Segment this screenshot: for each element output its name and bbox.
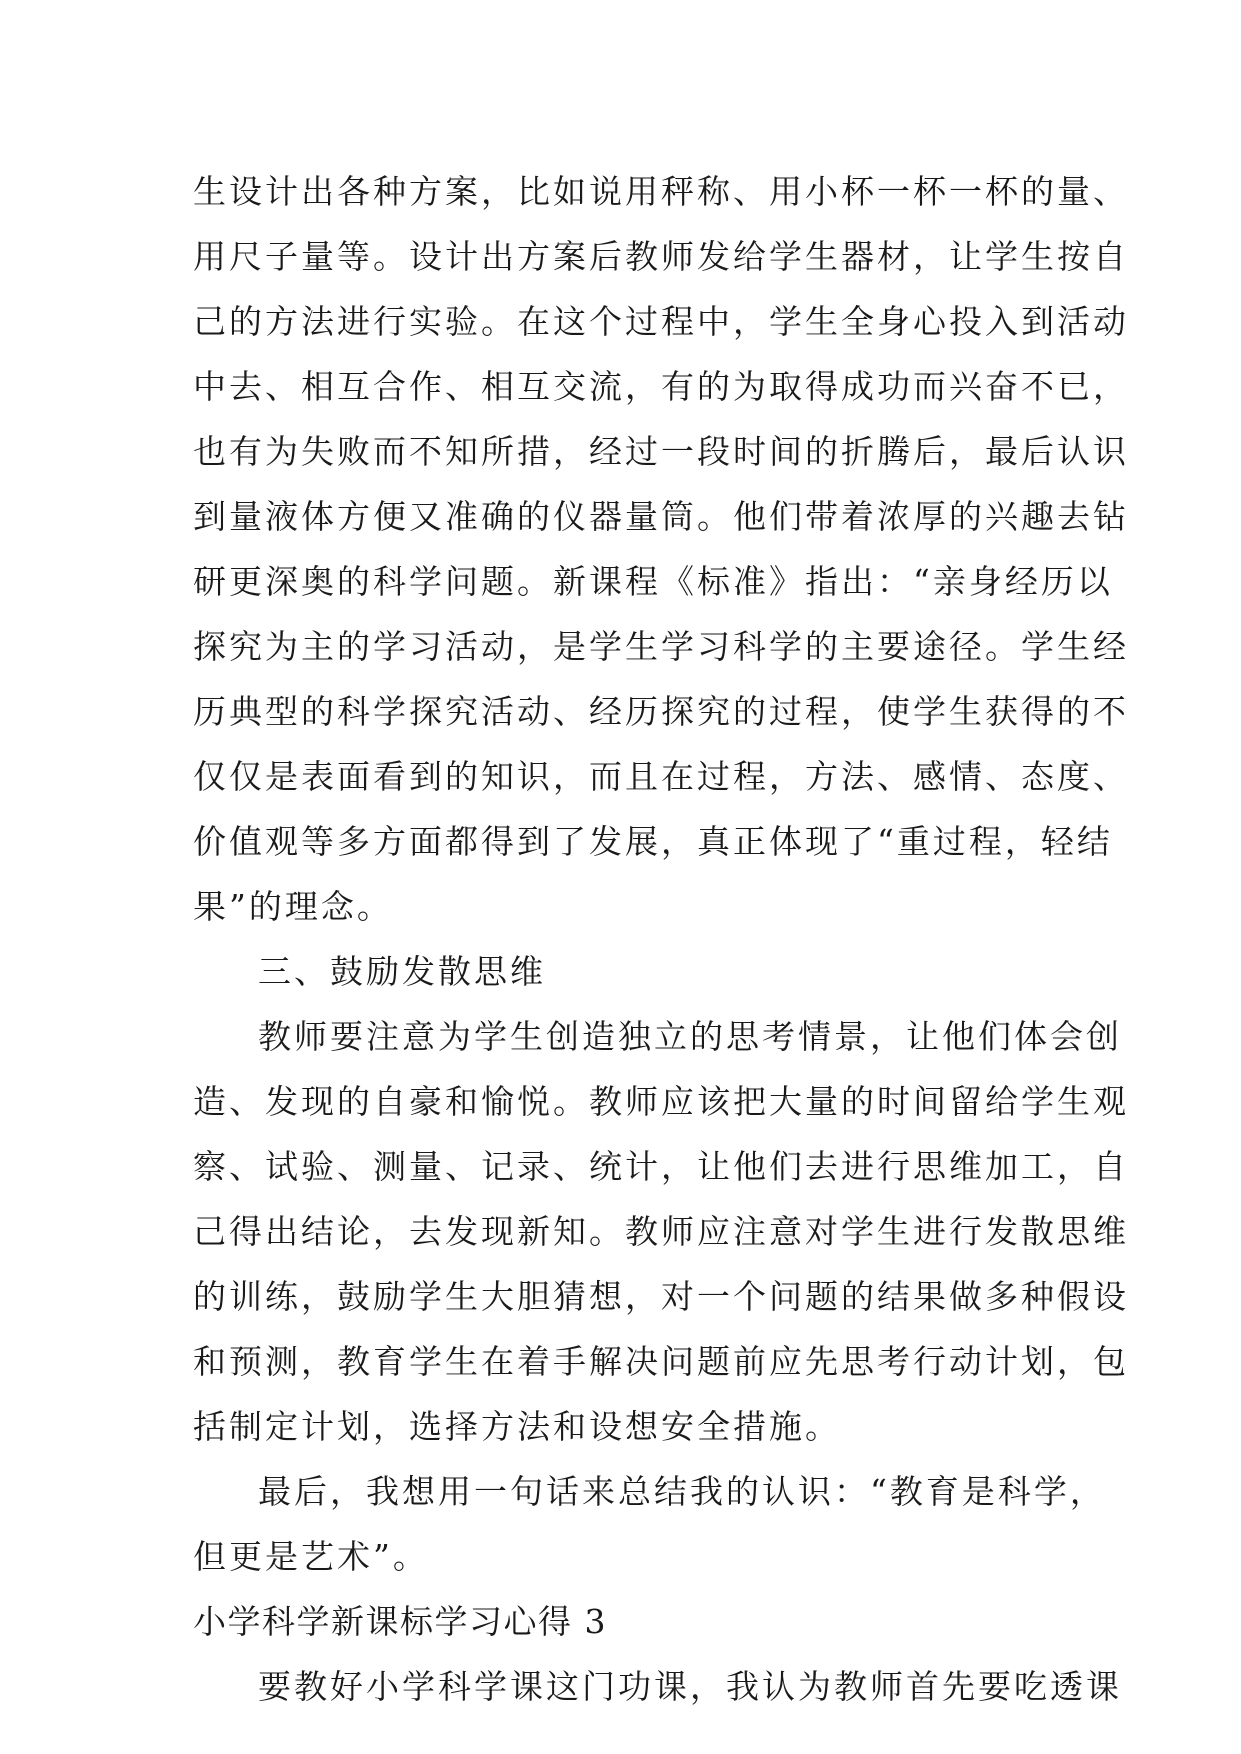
body-text-line: 但更是艺术”。	[193, 1537, 429, 1576]
body-text-line: 也有为失败而不知所措，经过一段时间的折腾后，最后认识	[193, 432, 1129, 471]
section-heading: 三、鼓励发散思维	[258, 952, 546, 991]
body-text-line: 历典型的科学探究活动、经历探究的过程，使学生获得的不	[193, 692, 1129, 731]
body-text-line: 己的方法进行实验。在这个过程中，学生全身心投入到活动	[193, 302, 1129, 341]
body-text-line: 生设计出各种方案，比如说用秤称、用小杯一杯一杯的量、	[193, 172, 1129, 211]
body-text-line: 果”的理念。	[193, 887, 393, 926]
body-text-line: 最后，我想用一句话来总结我的认识：“教育是科学，	[258, 1472, 1106, 1511]
body-text-line: 中去、相互合作、相互交流，有的为取得成功而兴奋不已，	[193, 367, 1129, 406]
body-text-line: 己得出结论，去发现新知。教师应注意对学生进行发散思维	[193, 1212, 1129, 1251]
body-text-line: 和预测，教育学生在着手解决问题前应先思考行动计划，包	[193, 1342, 1129, 1381]
body-text-line: 造、发现的自豪和愉悦。教师应该把大量的时间留给学生观	[193, 1082, 1129, 1121]
body-text-line: 括制定计划，选择方法和设想安全措施。	[193, 1407, 841, 1446]
body-text-line: 教师要注意为学生创造独立的思考情景，让他们体会创	[258, 1017, 1122, 1056]
body-text-line: 要教好小学科学课这门功课，我认为教师首先要吃透课	[258, 1667, 1122, 1706]
body-text-line: 探究为主的学习活动，是学生学习科学的主要途径。学生经	[193, 627, 1129, 666]
body-text-line: 到量液体方便又准确的仪器量筒。他们带着浓厚的兴趣去钻	[193, 497, 1129, 536]
body-text-line: 价值观等多方面都得到了发展，真正体现了“重过程，轻结	[193, 822, 1113, 861]
article-title: 小学科学新课标学习心得 3	[193, 1602, 607, 1641]
body-text-line: 研更深奥的科学问题。新课程《标准》指出：“亲身经历以	[193, 562, 1113, 601]
body-text-line: 用尺子量等。设计出方案后教师发给学生器材，让学生按自	[193, 237, 1129, 276]
body-text-line: 察、试验、测量、记录、统计，让他们去进行思维加工，自	[193, 1147, 1129, 1186]
body-text-line: 仅仅是表面看到的知识，而且在过程，方法、感情、态度、	[193, 757, 1129, 796]
body-text-line: 的训练，鼓励学生大胆猜想，对一个问题的结果做多种假设	[193, 1277, 1129, 1316]
